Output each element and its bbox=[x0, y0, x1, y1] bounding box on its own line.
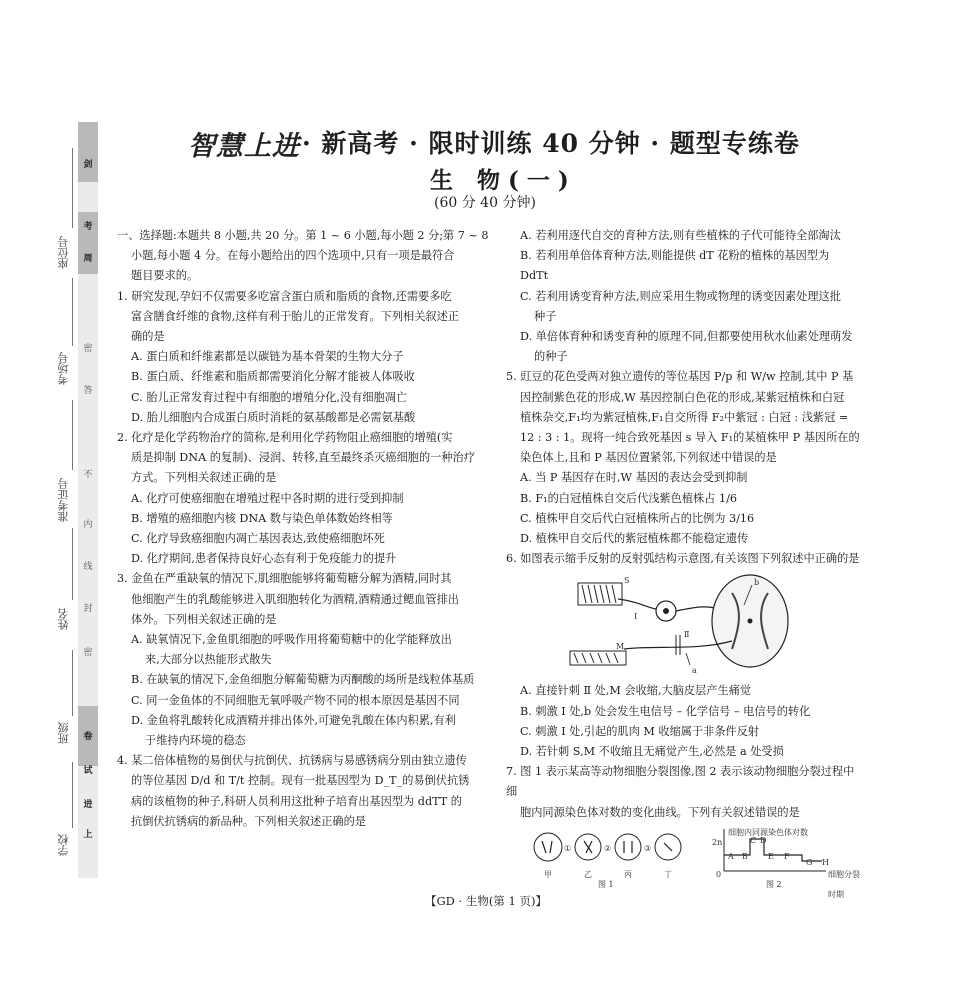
seal-char: 密 bbox=[83, 344, 93, 354]
question-4-option-a[interactable]: A. 若利用逐代自交的育种方法,则有些植株的子代可能待全部淘汰 bbox=[520, 229, 841, 242]
question-3-stem: 3. 金鱼在严重缺氧的情况下,肌细胞能够将葡萄糖分解为酒精,同时其 bbox=[117, 572, 452, 586]
afferent-nerve-2 bbox=[676, 607, 718, 611]
graph-x-title: 细胞分裂时期 bbox=[828, 869, 860, 900]
label-m: M bbox=[616, 642, 625, 652]
question-2-stem: 2. 化疗是化学药物治疗的简称,是利用化学药物阻止癌细胞的增殖(实 bbox=[117, 431, 453, 445]
section-heading: 小题,每小题 4 分。在每小题给出的四个选项中,只有一项是最符合 bbox=[131, 249, 455, 263]
question-4-option-c[interactable]: 种子 bbox=[534, 309, 557, 323]
question-4-stem: 的等位基因 D/d 和 T/t 控制。现有一批基因型为 D_T_的易倒伏抗锈 bbox=[131, 774, 470, 788]
question-2-stem: 质是抑制 DNA 的复制)、浸润、转移,直至最终杀灭癌细胞的一种治疗 bbox=[131, 451, 475, 465]
graph-y-tick: 2n bbox=[712, 837, 723, 847]
reflex-arc-diagram bbox=[506, 571, 860, 675]
seal-char: 剑 bbox=[83, 160, 93, 170]
question-3-option-d[interactable]: 于维持内环境的稳态 bbox=[145, 734, 246, 748]
seal-char: 考 bbox=[83, 222, 93, 232]
question-5-option-d[interactable]: D. 植株甲自交后代的紫冠植株都不能稳定遗传 bbox=[520, 532, 749, 546]
question-5-stem: 5. 豇豆的花色受两对独立遗传的等位基因 P/p 和 W/w 控制,其中 P 基 bbox=[506, 370, 854, 384]
question-1-option-b[interactable]: B. 蛋白质、纤维素和脂质都需要消化分解才能被人体吸收 bbox=[131, 370, 415, 384]
cell-label: 乙 bbox=[584, 869, 592, 879]
graph-point: H bbox=[822, 857, 829, 867]
cell-label: 丙 bbox=[624, 869, 632, 879]
seal-char: 线 bbox=[83, 562, 93, 572]
cell-bing bbox=[615, 834, 641, 860]
seal-char: 卷 bbox=[83, 732, 93, 742]
question-3-option-d[interactable]: D. 金鱼将乳酸转化成酒精并排出体外,可避免乳酸在体内积累,有利 bbox=[131, 713, 456, 727]
question-1-stem: 富含膳食纤维的食物,这样有利于胎儿的正常发育。下列相关叙述正 bbox=[131, 309, 459, 323]
label-a: a bbox=[692, 666, 697, 676]
binding-strip-shade-top bbox=[78, 122, 98, 182]
question-4-option-c[interactable]: C. 若利用诱变育种方法,则应采用生物或物理的诱变因素处理这批 bbox=[520, 289, 841, 303]
label-ii: Ⅱ bbox=[684, 630, 690, 640]
label-b: b bbox=[754, 578, 760, 588]
graph-point: G bbox=[806, 857, 813, 867]
step-label: ② bbox=[604, 843, 612, 853]
question-7-stem: 胞内同源染色体对数的变化曲线。下列有关叙述错误的是 bbox=[520, 805, 800, 819]
muscle-hatch bbox=[574, 653, 618, 663]
reflex-arc-figure bbox=[506, 571, 860, 675]
admission-number-label: 准考证号 bbox=[57, 478, 70, 522]
seat-number-label: 座位号 bbox=[57, 236, 70, 269]
question-5-stem: 植株杂交,F₁均为紫冠植株,F₁自交所得 F₂中紫冠 : 白冠 : 浅紫冠 = bbox=[520, 410, 849, 424]
admission-number-line[interactable] bbox=[72, 400, 73, 470]
question-1-option-c[interactable]: C. 胎儿正常发育过程中有细胞的增殖分化,没有细胞凋亡 bbox=[131, 390, 408, 404]
graph-point: C bbox=[750, 835, 757, 845]
seal-char: 周 bbox=[83, 254, 93, 264]
question-6-option-b[interactable]: B. 刺激 Ⅰ 处,b 处会发生电信号 – 化学信号 – 电信号的转化 bbox=[520, 704, 811, 718]
cell-jia bbox=[534, 833, 562, 861]
question-3-option-c[interactable]: C. 同一金鱼体的不同细胞无氧呼吸产物不同的根本原因是基因不同 bbox=[131, 693, 460, 707]
seal-char: 进 bbox=[83, 800, 93, 810]
question-6-option-c[interactable]: C. 刺激 Ⅰ 处,引起的肌肉 M 收缩属于非条件反射 bbox=[520, 724, 760, 738]
question-1-option-a[interactable]: A. 蛋白质和纤维素都是以碳链为基本骨架的生物大分子 bbox=[131, 350, 404, 364]
class-label: 班级 bbox=[57, 722, 70, 744]
label-i: Ⅰ bbox=[634, 612, 638, 622]
step-label: ① bbox=[564, 843, 572, 853]
question-4-option-d[interactable]: 的种子 bbox=[534, 350, 568, 364]
graph-point: B bbox=[742, 851, 748, 861]
question-3-option-b[interactable]: B. 在缺氧的情况下,金鱼细胞分解葡萄糖为丙酮酸的场所是线粒体基质 bbox=[131, 673, 475, 687]
name-line[interactable] bbox=[72, 528, 73, 600]
page-footer: 【GD · 生物(第 1 页)】 bbox=[425, 894, 547, 908]
cell-label: 丁 bbox=[664, 869, 672, 879]
section-heading: 题目要求的。 bbox=[131, 269, 199, 283]
class-line[interactable] bbox=[72, 650, 73, 716]
question-5-option-a[interactable]: A. 当 P 基因存在时,W 基因的表达会受到抑制 bbox=[520, 471, 748, 485]
graph-point: F bbox=[784, 851, 790, 861]
pointer-a bbox=[686, 653, 690, 665]
right-column bbox=[506, 226, 860, 900]
graph-point: E bbox=[768, 851, 774, 861]
name-label: 姓名 bbox=[57, 608, 70, 630]
exam-room-label: 考场号 bbox=[57, 352, 70, 385]
question-4-stem: 4. 某二倍体植物的易倒伏与抗倒伏、抗锈病与易感锈病分别由独立遗传 bbox=[117, 754, 467, 768]
question-3-option-a[interactable]: 来,大部分以热能形式散失 bbox=[145, 653, 272, 667]
cell-label: 甲 bbox=[544, 869, 552, 879]
central-canal bbox=[748, 619, 753, 624]
seal-char: 内 bbox=[83, 520, 93, 530]
seal-char: 不 bbox=[83, 470, 93, 480]
question-5-option-c[interactable]: C. 植株甲自交后代白冠植株所占的比例为 3/16 bbox=[520, 511, 755, 525]
question-6-stem: 6. 如图表示缩手反射的反射弧结构示意图,有关该图下列叙述中正确的是 bbox=[506, 552, 860, 566]
left-column bbox=[117, 226, 489, 832]
label-s: S bbox=[624, 576, 630, 586]
question-5-stem: 因控制紫色花的形成,W 基因控制白色花的形成,某紫冠植株和白冠 bbox=[520, 390, 845, 404]
question-6-option-a[interactable]: A. 直接针刺 Ⅱ 处,M 会收缩,大脑皮层产生痛觉 bbox=[520, 684, 752, 698]
question-2-option-b[interactable]: B. 增殖的癌细胞内核 DNA 数与染色单体数始终相等 bbox=[131, 511, 393, 525]
seat-number-line[interactable] bbox=[72, 148, 73, 228]
caption-figure-2: 图 2 bbox=[766, 879, 782, 889]
question-1-stem: 确的是 bbox=[131, 330, 165, 344]
school-label: 学校 bbox=[57, 834, 70, 856]
question-4-option-b[interactable]: B. 若利用单倍体育种方法,则能提供 dT 花粉的植株的基因型为 DdTt bbox=[520, 249, 830, 283]
question-5-stem: 12 : 3 : 1。现将一纯合致死基因 s 导入 F₁的某植株甲 P 基因所在的 bbox=[520, 431, 860, 445]
brand-logo: 智慧上进 bbox=[188, 131, 300, 162]
question-5-stem: 染色体上,且和 P 基因位置紧邻,下列叙述中错误的是 bbox=[520, 451, 777, 465]
question-4-stem: 抗倒伏抗锈病的新品种。下列相关叙述正确的是 bbox=[131, 814, 366, 828]
question-4-option-d[interactable]: D. 单倍体育种和诱变育种的原理不同,但都要使用秋水仙素处理萌发 bbox=[520, 330, 853, 344]
section-heading: 一、选择题:本题共 8 小题,共 20 分。第 1 ~ 6 小题,每小题 2 分;第 7 ~ 8 bbox=[117, 229, 489, 242]
question-1-stem: 1. 研究发现,孕妇不仅需要多吃富含蛋白质和脂质的食物,还需要多吃 bbox=[117, 289, 452, 303]
cell-division-figure bbox=[506, 825, 860, 900]
exam-room-line[interactable] bbox=[72, 278, 73, 346]
question-5-option-b[interactable]: B. F₁的白冠植株自交后代浅紫色植株占 1/6 bbox=[520, 491, 737, 505]
graph-origin: 0 bbox=[716, 869, 722, 879]
graph-y-title: 细胞内同源染色体对数 bbox=[728, 827, 808, 837]
seal-char: 封 bbox=[83, 604, 93, 614]
question-2-option-a[interactable]: A. 化疗可使癌细胞在增殖过程中各时期的进行受到抑制 bbox=[131, 491, 404, 505]
question-1-option-d[interactable]: D. 胎儿细胞内合成蛋白质时消耗的氨基酸都是必需氨基酸 bbox=[131, 410, 416, 424]
question-2-option-c[interactable]: C. 化疗导致癌细胞内凋亡基因表达,致使癌细胞坏死 bbox=[131, 532, 385, 546]
school-line[interactable] bbox=[72, 762, 73, 828]
graph-point: A bbox=[728, 851, 734, 861]
question-7-stem: 7. 图 1 表示某高等动物细胞分裂图像,图 2 表示该动物细胞分裂过程中细 bbox=[506, 765, 855, 799]
question-2-stem: 方式。下列相关叙述正确的是 bbox=[131, 471, 277, 485]
graph-point: D bbox=[760, 835, 767, 845]
question-6-option-d[interactable]: D. 若针刺 S,M 不收缩且无痛觉产生,必然是 a 处受损 bbox=[520, 745, 784, 759]
question-3-option-a[interactable]: A. 缺氧情况下,金鱼肌细胞的呼吸作用将葡萄糖中的化学能释放出 bbox=[131, 633, 452, 647]
question-4-stem: 病的该植物的种子,科研人员利用这批种子培育出基因型为 ddTT 的 bbox=[131, 794, 462, 808]
hatch-lines bbox=[582, 585, 616, 603]
question-3-stem: 体外。下列相关叙述正确的是 bbox=[131, 612, 277, 626]
seal-char: 上 bbox=[83, 830, 93, 840]
question-3-stem: 他细胞产生的乳酸能够进入肌细胞转化为酒精,酒精通过鳃血管排出 bbox=[131, 592, 459, 606]
caption-figure-1: 图 1 bbox=[598, 879, 614, 889]
score-time: (60 分 40 分钟) bbox=[434, 195, 536, 211]
subject-title: 生 物(一) bbox=[430, 167, 577, 194]
ganglion-nucleus bbox=[663, 608, 669, 614]
question-2-option-d[interactable]: D. 化疗期间,患者保持良好心态有利于免疫能力的提升 bbox=[131, 552, 397, 566]
exam-title: · 新高考 · 限时训练 40 分钟 · 题型专练卷 bbox=[302, 129, 800, 158]
seal-char: 试 bbox=[83, 766, 93, 776]
step-label: ③ bbox=[644, 843, 652, 853]
seal-char: 密 bbox=[83, 648, 93, 658]
seal-char: 答 bbox=[83, 386, 93, 396]
